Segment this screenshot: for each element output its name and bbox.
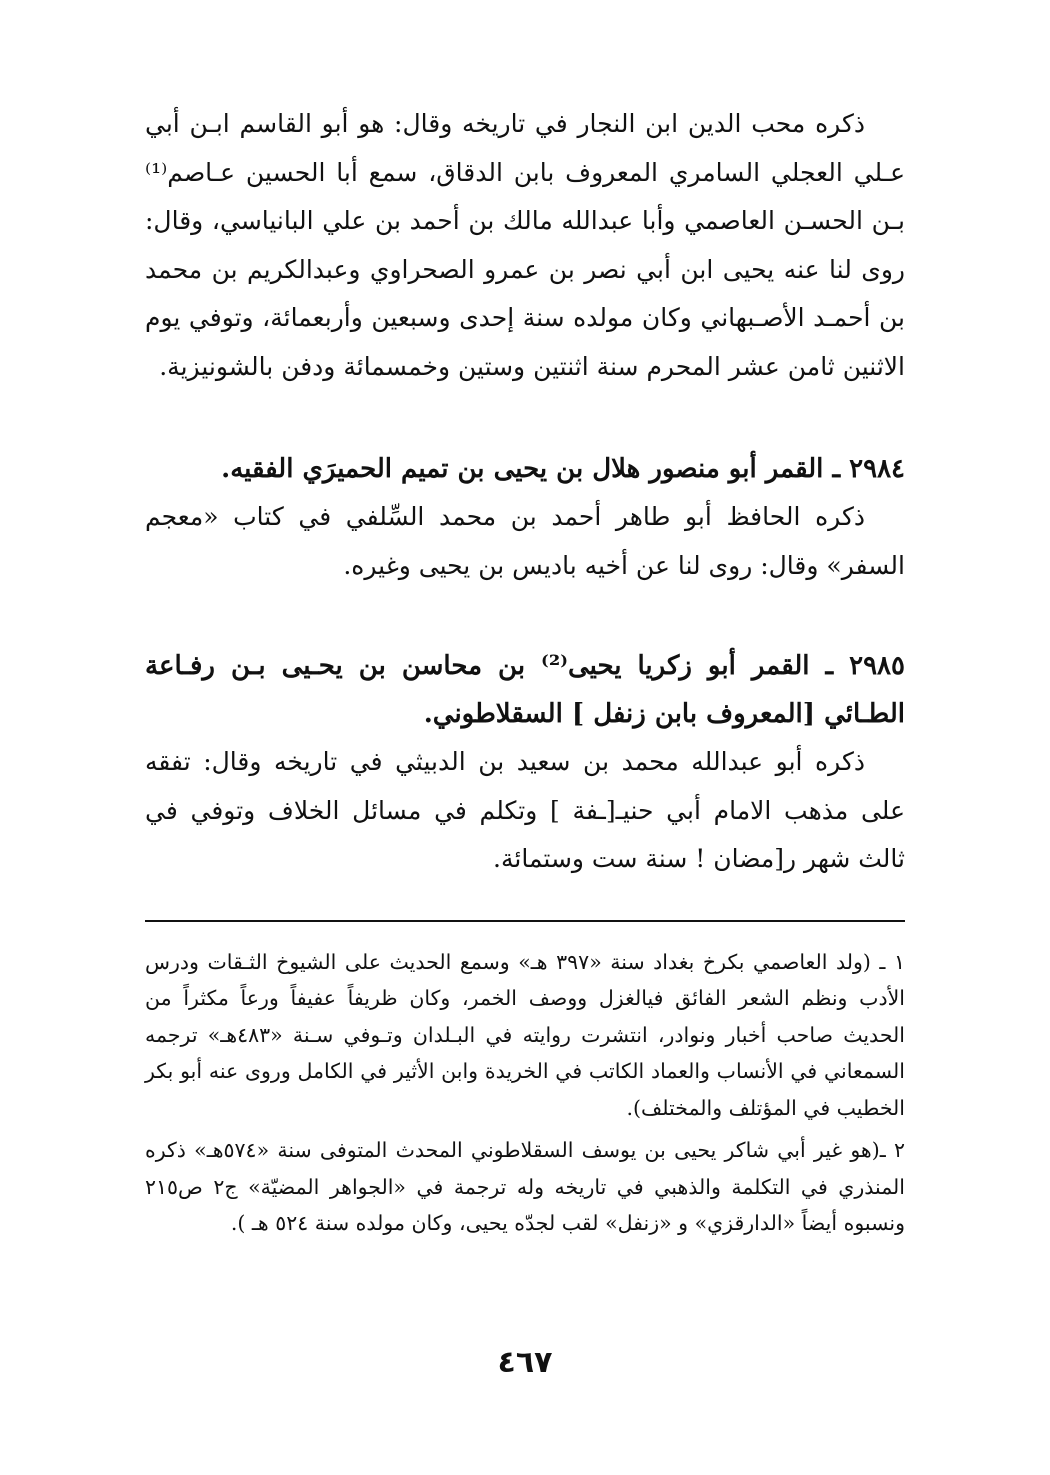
entry-2985-heading xyxy=(145,642,905,738)
page-body xyxy=(145,100,905,1242)
entry-previous xyxy=(145,100,905,391)
entry-previous-text xyxy=(145,100,905,391)
text-line: سنة ست وستمائة. xyxy=(493,844,688,873)
footnote-line: ١ ـ (ولد العاصمي بكرخ بغداد سنة «٣٩٧ هـ» وسمع الحديث على الشيوخ الثـقات xyxy=(207,949,905,974)
footnote-line: ذكره المنذري في التكلمة والذهبي في تاريخه وله ترجمة في «الجواهر المضيّة» ج٢ ص٢١٥ xyxy=(145,1138,905,1199)
footnote-2 xyxy=(145,1132,905,1242)
heading-line: ٢٩٨٥ ـ القمر أبو زكريا يحيى⁽²⁾ بن محاسن بن يحـيى بـن رفـاعة الطـائي xyxy=(145,651,905,729)
text-line: العاصمي وأبا عبدالله مالك بن أحمد بن علي البانياسي، وقال: روى لنا عنه يحيى xyxy=(145,206,905,284)
text-line: العجلي السامري المعروف بابن الدقاق، سمع أبا الحسين عـاصم⁽¹⁾ بـن الحسـن xyxy=(145,157,905,235)
entry-2985 xyxy=(145,642,905,884)
footnote-line: ٢ ـ(هو غير أبي شاكر يحيى بن يوسف السقلاطوني المحدث المتوفى سنة «٥٧٤هـ» xyxy=(194,1138,905,1162)
text-line: ذكره أبو عبدالله محمد بن سعيد بن الدبيثي في تاريخه وقال: تفقه على مذهب xyxy=(145,747,905,825)
entry-2984-heading: ٢٩٨٤ ـ القمر أبو منصور هلال بن يحيى بن تميم الحميرَي الفقيه. xyxy=(221,454,905,484)
footnote-line: ودرس الأدب ونظم الشعر الفائق فيالغزل ووصف الخمر، وكان ظريفاً عفيفاً ورعاً مكثراً xyxy=(145,949,905,1010)
text-line: الامام أبي حنيـ[ـفة ] وتكلم في مسائل الخلاف وتوفي في ثالث شهر ر[مضان ! xyxy=(145,795,905,873)
text-line: ذكره الحافظ أبو طاهر أحمد بن محمد السِّلفي في كتاب «معجم السفر» وقال: xyxy=(145,502,905,580)
footnote-divider xyxy=(145,920,905,922)
footnote-line: من الحديث صاحب أخبار ونوادر، انتشرت روايته في البـلدان وتـوفي سـنة «٤٨٣هـ» xyxy=(145,986,905,1047)
footnote-1 xyxy=(145,944,905,1127)
footnote-line: ترجمه السمعاني في الأنساب والعماد الكاتب في الخريدة وابن الأثير في الكامل وروى عنه xyxy=(145,1022,905,1083)
footnote-line: أبو بكر الخطيب في المؤتلف والمختلف). xyxy=(145,1059,905,1120)
text-line: ذكره محب الدين ابن النجار في تاريخه وقال: هو أبو القاسم ابـن أبي عـلي xyxy=(145,109,905,187)
text-line: سنة اثنتين وستين وخمسمائة ودفن بالشونيزية. xyxy=(159,351,639,381)
text-line: ابن أبي نصر بن عمرو الصحراوي وعبدالكريم بن محمد بن أحمـد الأصـبهاني xyxy=(145,254,906,332)
page-number: ٤٦٧ xyxy=(497,1345,553,1380)
text-line: روى لنا عن أخيه باديس بن يحيى وغيره. xyxy=(343,550,753,580)
footnotes xyxy=(145,944,905,1242)
heading-line: [المعروف بابن زنفل ] السقلاطوني. xyxy=(423,699,816,729)
footnote-line: ونسبوه أيضاً «الدارقزي» و «زنفل» لقب لجدّه يحيى، وكان مولده سنة ٥٢٤ هـ ). xyxy=(230,1211,905,1235)
entry-2984 xyxy=(145,445,905,590)
text-line: وكان مولده سنة إحدى وسبعين وأربعمائة، وتوفي يوم الاثنين ثامن عشر المحرم xyxy=(145,303,905,381)
entry-2985-text xyxy=(145,738,905,884)
entry-2984-text xyxy=(145,493,905,590)
